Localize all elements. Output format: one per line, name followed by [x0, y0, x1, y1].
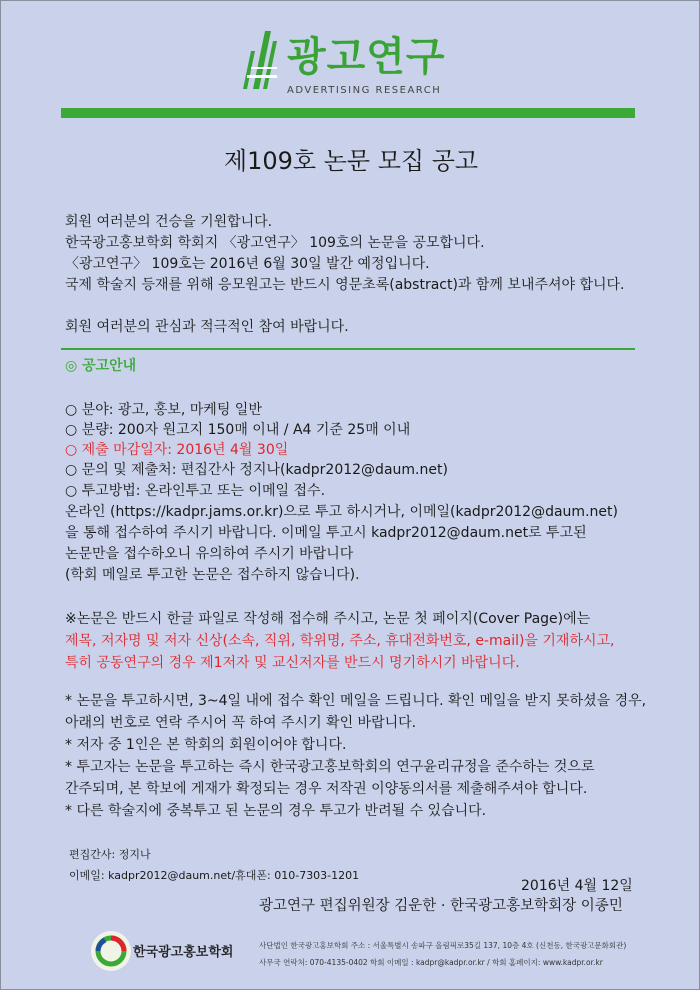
journal-logo-subtitle: ADVERTISING RESEARCH [287, 85, 442, 96]
notice-method-detail: 논문만을 접수하오니 유의하여 주시기 바랍니다 [65, 546, 354, 562]
journal-logo-mark-icon [243, 31, 287, 89]
intro-line: 〈광고연구〉 109호는 2016년 6월 30일 발간 예정입니다. [65, 256, 430, 272]
society-address: 사단법인 한국광고홍보학회 주소 : 서울특별시 송파구 올림픽로35길 137, 10층 4호 (신천동, 한국광고문화회관) [259, 941, 627, 950]
notice-field: ○ 분야: 광고, 홍보, 마케팅 일반 [65, 402, 262, 418]
paper-note-line: ※논문은 반드시 한글 파일로 작성해 접수해 주시고, 논문 첫 페이지(Cover Page)에는 [65, 611, 591, 627]
journal-logo [237, 23, 446, 103]
guideline-line: 간주되며, 본 학보에 게재가 확정되는 경우 저작권 이양동의서를 제출해주셔야 합니다. [65, 781, 588, 797]
paper-note-required-info: 제목, 저자명 및 저자 신상(소속, 직위, 학위명, 주소, 휴대전화번호, e-mail)을 기재하시고, [65, 633, 615, 649]
editor-name: 편집간사: 정지나 [69, 848, 151, 861]
intro-line: 회원 여러분의 건승을 기원합니다. [65, 214, 273, 230]
society-emblem-icon [91, 931, 131, 971]
journal-logo-title: 광고연구 [287, 34, 446, 80]
notice-method-detail: 온라인 (https://kadpr.jams.or.kr)으로 투고 하시거나, 이메일(kadpr2012@daum.net) [65, 504, 618, 520]
guideline-line: * 저자 중 1인은 본 학회의 회원이어야 합니다. [65, 737, 347, 753]
signature-date: 2016년 4월 12일 [521, 878, 633, 894]
guideline-line: 아래의 번호로 연락 주시어 꼭 하여 주시기 확인 바랍니다. [65, 715, 417, 731]
notice-deadline: ○ 제출 마감일자: 2016년 4월 30일 [65, 442, 289, 458]
section-divider [61, 348, 635, 350]
intro-line: 한국광고홍보학회 학회지 〈광고연구〉 109호의 논문을 공모합니다. [65, 235, 485, 251]
intro-closing: 회원 여러분의 관심과 적극적인 참여 바랍니다. [65, 319, 349, 335]
society-logo [91, 931, 236, 971]
society-emblem [91, 931, 131, 971]
paper-note-coauthor: 특히 공동연구의 경우 제1저자 및 교신저자를 반드시 명기하시기 바랍니다. [65, 655, 520, 671]
society-name: 한국광고홍보학회 [133, 945, 234, 960]
header-divider [61, 108, 635, 118]
notice-method: ○ 투고방법: 온라인투고 또는 이메일 접수. [65, 483, 326, 499]
guideline-line: * 투고자는 논문을 투고하는 즉시 한국광고홍보학회의 연구윤리규정을 준수하는 것으로 [65, 759, 595, 775]
section-heading: ◎ 공고안내 [65, 358, 137, 374]
society-contact: 사무국 연락처: 070-4135-0402 학회 이메일 : kadpr@kadpr.or.kr / 학회 홈페이지: www.kadpr.or.kr [259, 958, 603, 967]
notice-method-detail: (학회 메일로 투고한 논문은 접수하지 않습니다). [65, 567, 360, 583]
guideline-line: * 다른 학술지에 중복투고 된 논문의 경우 투고가 반려될 수 있습니다. [65, 803, 487, 819]
notice-contact: ○ 문의 및 제출처: 편집간사 정지나(kadpr2012@daum.net) [65, 462, 448, 478]
signature-signers: 광고연구 편집위원장 김운한 · 한국광고홍보학회장 이종민 [259, 898, 623, 914]
guideline-line: * 논문을 투고하시면, 3~4일 내에 접수 확인 메일을 드립니다. 확인 메일을 받지 못하셨을 경우, [65, 693, 647, 709]
notice-method-detail: 을 통해 접수하여 주시기 바랍니다. 이메일 투고시 kadpr2012@daum.net로 투고된 [65, 525, 587, 541]
notice-length: ○ 분량: 200자 원고지 150매 이내 / A4 기준 25매 이내 [65, 422, 411, 438]
page-title: 제109호 논문 모집 공고 [223, 147, 479, 175]
editor-contact: 이메일: kadpr2012@daum.net/휴대폰: 010-7303-1201 [69, 869, 360, 882]
intro-line: 국제 학술지 등재를 위해 응모원고는 반드시 영문초록(abstract)과 함께 보내주셔야 합니다. [65, 277, 625, 293]
